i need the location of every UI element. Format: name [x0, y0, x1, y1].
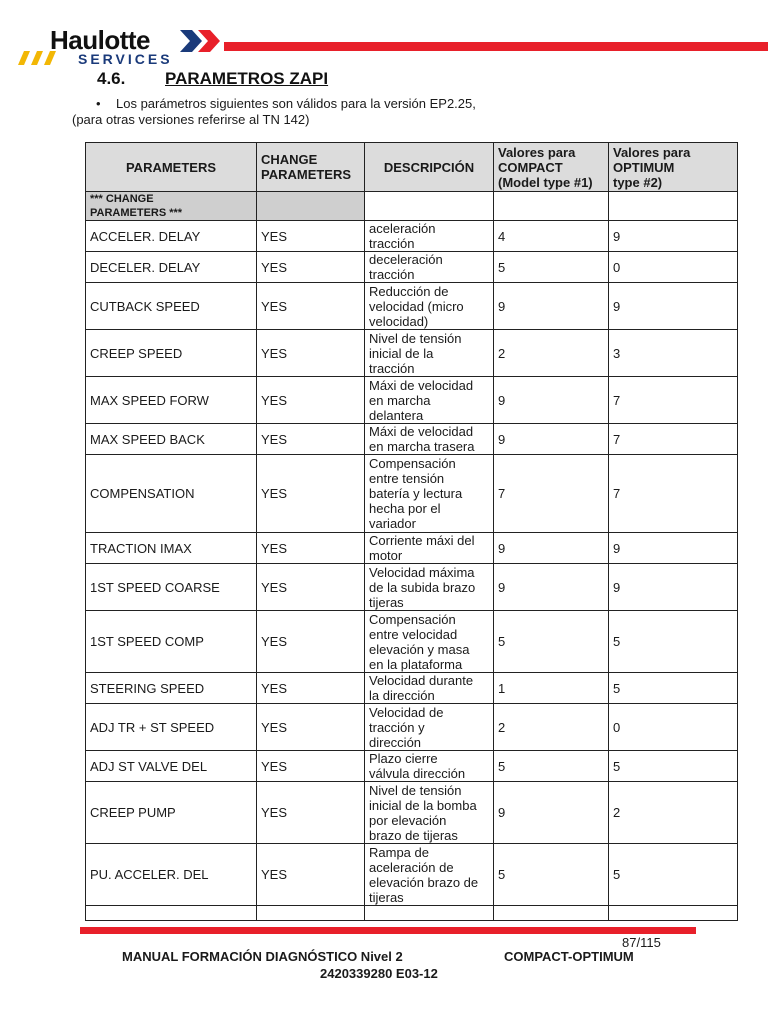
param-name-cell: 1ST SPEED COARSE: [86, 564, 257, 611]
empty-cell: [257, 906, 365, 921]
param-name-cell: DECELER. DELAY: [86, 252, 257, 283]
table-row: [86, 221, 738, 252]
empty-cell: [365, 906, 494, 921]
description-line: válvula dirección: [369, 766, 466, 781]
section-heading: [97, 69, 328, 89]
compact-value-cell: 2: [494, 704, 609, 751]
description-line: brazo de tijeras: [369, 827, 458, 843]
compact-value-cell: 9: [494, 283, 609, 330]
description-line: entre tensión: [369, 471, 445, 486]
description-cell: [365, 782, 494, 844]
col-header-compact-line: Valores para: [498, 144, 576, 160]
description-cell: [365, 330, 494, 377]
description-line: por elevación: [369, 812, 447, 828]
compact-value-cell: 5: [494, 252, 609, 283]
compact-value-cell: 5: [494, 844, 609, 906]
col-header-change-line: CHANGE: [261, 152, 318, 167]
col-header-optimum-line: OPTIMUM: [613, 159, 675, 175]
description-cell: [365, 564, 494, 611]
footer-model: COMPACT-OPTIMUM: [504, 949, 634, 964]
description-cell: [365, 252, 494, 283]
description-cell: [365, 751, 494, 782]
change-cell: YES: [257, 424, 365, 455]
footer-red-rule: [80, 927, 696, 934]
description-line: Plazo cierre: [369, 751, 438, 766]
description-line: tracción: [369, 236, 415, 251]
logo-wordmark: Haulotte: [50, 25, 150, 55]
param-name-cell: 1ST SPEED COMP: [86, 611, 257, 673]
empty-cell: [365, 192, 494, 221]
param-name-cell: MAX SPEED FORW: [86, 377, 257, 424]
subheader-empty-cell: [257, 192, 365, 221]
description-cell: [365, 221, 494, 252]
change-cell: YES: [257, 283, 365, 330]
description-line: delantera: [369, 407, 424, 423]
optimum-value-cell: 0: [609, 252, 738, 283]
description-line: tracción: [369, 267, 415, 282]
compact-value-cell: 2: [494, 330, 609, 377]
parameters-table: [85, 142, 738, 921]
description-line: la dirección: [369, 688, 435, 703]
description-cell: [365, 377, 494, 424]
description-line: aceleración: [369, 221, 436, 236]
description-line: variador: [369, 516, 416, 531]
change-cell: YES: [257, 533, 365, 564]
change-cell: YES: [257, 611, 365, 673]
logo-chevron-icon: [180, 28, 230, 54]
change-cell: YES: [257, 252, 365, 283]
description-line: Reducción de: [369, 283, 449, 299]
table-row: [86, 564, 738, 611]
param-name-cell: CREEP SPEED: [86, 330, 257, 377]
param-name-cell: CREEP PUMP: [86, 782, 257, 844]
table-header-row: [86, 143, 738, 192]
description-line: entre velocidad: [369, 626, 458, 642]
change-cell: YES: [257, 330, 365, 377]
description-line: Nivel de tensión: [369, 782, 462, 798]
description-line: inicial de la bomba: [369, 797, 477, 813]
optimum-value-cell: 3: [609, 330, 738, 377]
description-line: de la subida brazo: [369, 579, 476, 595]
compact-value-cell: 7: [494, 455, 609, 533]
optimum-value-cell: 9: [609, 533, 738, 564]
change-cell: YES: [257, 377, 365, 424]
description-line: Máxi de velocidad: [369, 377, 474, 393]
description-line: velocidad): [369, 313, 429, 329]
table-row: [86, 283, 738, 330]
optimum-value-cell: 2: [609, 782, 738, 844]
page-number: 87/115: [622, 935, 661, 950]
subheader-line: PARAMETERS ***: [90, 207, 183, 219]
change-cell: YES: [257, 221, 365, 252]
empty-cell: [86, 906, 257, 921]
empty-cell: [494, 192, 609, 221]
table-row: [86, 533, 738, 564]
subheader-cell: [86, 192, 257, 221]
optimum-value-cell: 9: [609, 221, 738, 252]
table-row: [86, 377, 738, 424]
optimum-value-cell: 5: [609, 751, 738, 782]
col-header-compact-line: (Model type #1): [498, 174, 593, 190]
param-name-cell: STEERING SPEED: [86, 673, 257, 704]
description-line: tracción: [369, 360, 415, 376]
description-cell: [365, 455, 494, 533]
param-name-cell: CUTBACK SPEED: [86, 283, 257, 330]
optimum-value-cell: 5: [609, 611, 738, 673]
bullet-icon: •: [96, 96, 101, 111]
description-line: inicial de la: [369, 345, 434, 361]
bullet-item: [96, 96, 476, 111]
table-row: [86, 673, 738, 704]
col-header-parameters: PARAMETERS: [86, 143, 257, 192]
compact-value-cell: 5: [494, 611, 609, 673]
description-line: Nivel de tensión: [369, 330, 462, 346]
param-name-cell: ADJ ST VALVE DEL: [86, 751, 257, 782]
description-cell: [365, 533, 494, 564]
description-line: Corriente máxi del: [369, 533, 475, 548]
footer-doc-code: 2420339280 E03-12: [320, 966, 438, 981]
description-line: Velocidad durante: [369, 673, 474, 688]
col-header-compact: [494, 143, 609, 192]
change-cell: YES: [257, 564, 365, 611]
table-row: [86, 844, 738, 906]
col-header-change-line: PARAMETERS: [261, 167, 352, 182]
table-row: [86, 455, 738, 533]
table-row: [86, 611, 738, 673]
header-red-rule: [224, 42, 768, 51]
description-cell: [365, 704, 494, 751]
change-cell: YES: [257, 751, 365, 782]
description-line: elevación brazo de: [369, 874, 479, 890]
optimum-value-cell: 9: [609, 283, 738, 330]
optimum-value-cell: 7: [609, 424, 738, 455]
description-line: deceleración: [369, 252, 443, 267]
compact-value-cell: 4: [494, 221, 609, 252]
change-cell: YES: [257, 455, 365, 533]
description-cell: [365, 611, 494, 673]
description-line: tijeras: [369, 889, 404, 905]
change-cell: YES: [257, 844, 365, 906]
empty-cell: [494, 906, 609, 921]
description-line: batería y lectura: [369, 486, 463, 501]
param-name-cell: PU. ACCELER. DEL: [86, 844, 257, 906]
haulotte-logo: [18, 26, 218, 68]
param-name-cell: ACCELER. DELAY: [86, 221, 257, 252]
col-header-description: DESCRIPCIÓN: [365, 143, 494, 192]
description-line: en marcha: [369, 392, 431, 408]
description-cell: [365, 283, 494, 330]
compact-value-cell: 9: [494, 564, 609, 611]
description-line: Máxi de velocidad: [369, 424, 474, 439]
table-row: [86, 330, 738, 377]
empty-cell: [609, 906, 738, 921]
empty-cell: [609, 192, 738, 221]
description-line: velocidad (micro: [369, 298, 464, 314]
description-line: Rampa de: [369, 844, 429, 860]
description-line: en la plataforma: [369, 656, 463, 672]
table-row-empty: [86, 906, 738, 921]
optimum-value-cell: 5: [609, 844, 738, 906]
col-header-compact-line: COMPACT: [498, 159, 563, 175]
compact-value-cell: 1: [494, 673, 609, 704]
section-number: 4.6.: [97, 69, 126, 88]
description-line: Compensación: [369, 611, 456, 627]
description-line: Compensación: [369, 456, 456, 471]
footer-manual-title: MANUAL FORMACIÓN DIAGNÓSTICO Nivel 2: [122, 949, 403, 964]
description-line: hecha por el: [369, 501, 441, 516]
optimum-value-cell: 9: [609, 564, 738, 611]
description-line: Velocidad de: [369, 704, 444, 720]
description-line: tracción y: [369, 719, 425, 735]
change-cell: YES: [257, 704, 365, 751]
description-line: aceleración de: [369, 859, 454, 875]
table-subheader-row: [86, 192, 738, 221]
logo-subtitle: SERVICES: [78, 51, 173, 67]
col-header-optimum: [609, 143, 738, 192]
col-header-optimum-line: type #2): [613, 174, 663, 190]
param-name-cell: ADJ TR + ST SPEED: [86, 704, 257, 751]
table-row: [86, 782, 738, 844]
optimum-value-cell: 7: [609, 455, 738, 533]
compact-value-cell: 5: [494, 751, 609, 782]
bullet-text: Los parámetros siguientes son válidos para la versión EP2.25,: [116, 96, 476, 111]
table-row: [86, 252, 738, 283]
change-cell: YES: [257, 673, 365, 704]
table-body: [86, 192, 738, 921]
description-cell: [365, 424, 494, 455]
description-cell: [365, 673, 494, 704]
param-name-cell: TRACTION IMAX: [86, 533, 257, 564]
compact-value-cell: 9: [494, 377, 609, 424]
optimum-value-cell: 5: [609, 673, 738, 704]
description-line: dirección: [369, 734, 422, 750]
version-note: (para otras versiones referirse al TN 142): [72, 112, 310, 127]
description-line: motor: [369, 548, 403, 563]
description-line: elevación y masa: [369, 641, 470, 657]
table-row: [86, 704, 738, 751]
col-header-optimum-line: Valores para: [613, 144, 691, 160]
description-line: tijeras: [369, 594, 404, 610]
compact-value-cell: 9: [494, 782, 609, 844]
col-header-change: [257, 143, 365, 192]
section-title-text: PARAMETROS ZAPI: [165, 69, 329, 88]
optimum-value-cell: 7: [609, 377, 738, 424]
change-cell: YES: [257, 782, 365, 844]
description-line: Velocidad máxima: [369, 564, 475, 580]
compact-value-cell: 9: [494, 533, 609, 564]
description-line: en marcha trasera: [369, 439, 475, 454]
param-name-cell: MAX SPEED BACK: [86, 424, 257, 455]
subheader-line: *** CHANGE: [90, 193, 154, 205]
compact-value-cell: 9: [494, 424, 609, 455]
table-row: [86, 424, 738, 455]
optimum-value-cell: 0: [609, 704, 738, 751]
param-name-cell: COMPENSATION: [86, 455, 257, 533]
description-cell: [365, 844, 494, 906]
table-row: [86, 751, 738, 782]
